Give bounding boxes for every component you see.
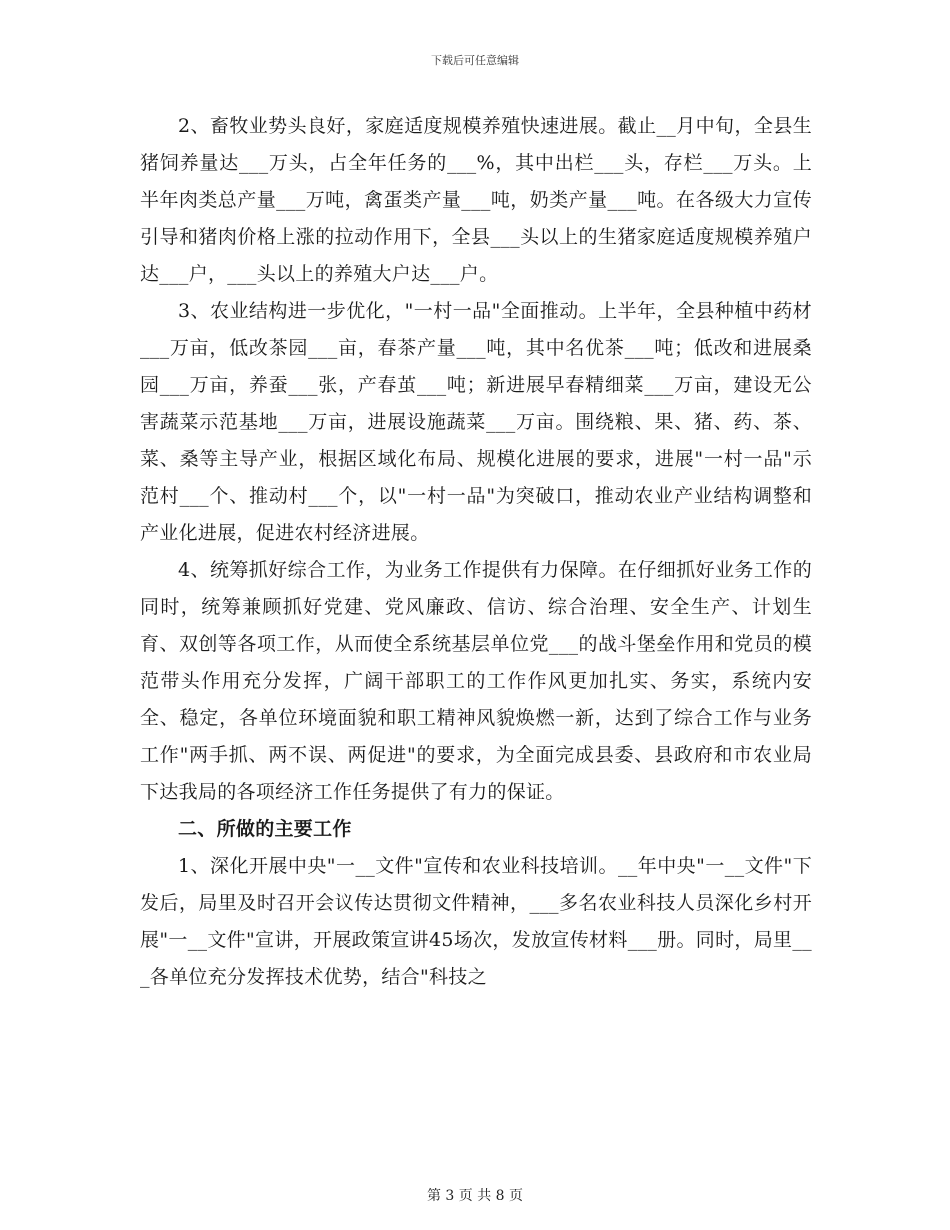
section-heading: 二、所做的主要工作 [178, 818, 352, 840]
page-footer: 第 3 页 共 8 页 [426, 1188, 524, 1204]
page-header: 下载后可任意编辑 [431, 54, 519, 67]
paragraph-central-document: 1、深化开展中央"一__文件"宣传和农业科技培训。__年中央"一__文件"下发后，局里及时召开会议传达贯彻文件精神，___多名农业科技人员深化乡村开展"一__文件"宣讲，开展政策宣讲45场次，发放宣传材料___册。同时，局里___各单位充分发挥技术优势，结合"科技之 [140, 855, 812, 988]
paragraph-livestock: 2、畜牧业势头良好，家庭适度规模养殖快速进展。截止__月中旬，全县生猪饲养量达___万头，占全年任务的___%，其中出栏___头，存栏___万头。上半年肉类总产量___万吨，禽蛋类产量___吨，奶类产量___吨。在各级大力宣传引导和猪肉价格上涨的拉动作用下，全县___头以上的生猪家庭适度规模养殖户达___户，___头以上的养殖大户达___户。 [140, 115, 812, 285]
paragraph-agri-structure: 3、农业结构进一步优化，"一村一品"全面推动。上半年，全县种植中药材___万亩，低改茶园___亩，春茶产量___吨，其中名优茶___吨；低改和进展桑园___万亩，养蚕___张，产春茧___吨；新进展早春精细菜___万亩，建设无公害蔬菜示范基地___万亩，进展设施蔬菜___万亩。围绕粮、果、猪、药、茶、菜、桑等主导产业，根据区域化布局、规模化进展的要求，进展"一村一品"示范村___个、推动村___个，以"一村一品"为突破口，推动农业产业结构调整和产业化进展，促进农村经济进展。 [140, 300, 812, 544]
paragraph-comprehensive-work: 4、统筹抓好综合工作，为业务工作提供有力保障。在仔细抓好业务工作的同时，统筹兼顾抓好党建、党风廉政、信访、综合治理、安全生产、计划生育、双创等各项工作，从而使全系统基层单位党___的战斗堡垒作用和党员的模范带头作用充分发挥，广阔干部职工的工作作风更加扎实、务实，系统内安全、稳定，各单位环境面貌和职工精神风貌焕燃一新，达到了综合工作与业务工作"两手抓、两不误、两促进"的要求，为全面完成县委、县政府和市农业局下达我局的各项经济工作任务提供了有力的保证。 [140, 559, 812, 803]
document-body [140, 108, 812, 996]
